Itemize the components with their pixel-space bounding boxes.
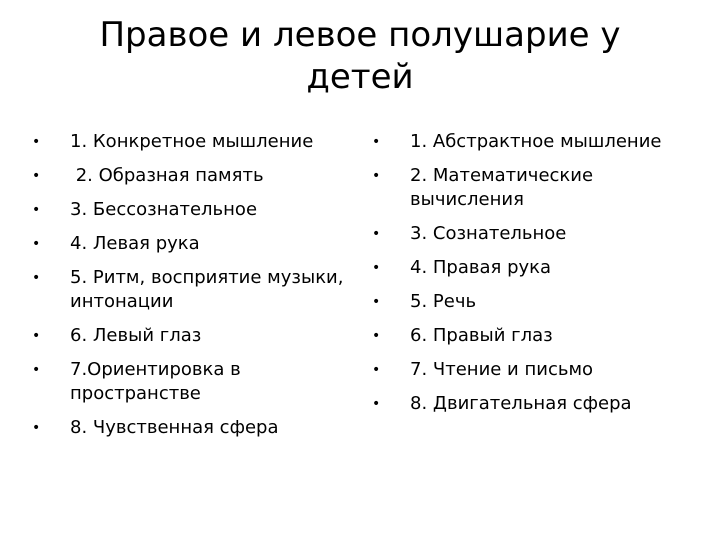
list-item (368, 130, 668, 154)
bullet-icon: • (372, 260, 381, 276)
list-item-text: 2. Математические вычисления (410, 165, 594, 210)
list-item (368, 392, 668, 416)
list-item (28, 266, 346, 314)
list-item (28, 358, 346, 406)
list-item-text: 1. Конкретное мышление (70, 131, 314, 152)
list-item-text: 3. Сознательное (410, 223, 567, 244)
list-item-text: 2. Образная память (70, 165, 264, 186)
list-item-text: 7. Чтение и письмо (410, 359, 594, 380)
bullet-icon: • (32, 168, 41, 184)
list-item (28, 416, 346, 440)
list-item (28, 232, 346, 256)
bullet-icon: • (372, 328, 381, 344)
bullet-icon: • (32, 202, 41, 218)
right-hemisphere-list (368, 130, 668, 426)
list-item-text: 7.Ориентировка в пространстве (70, 359, 241, 404)
list-item (368, 358, 668, 382)
list-item (368, 222, 668, 246)
list-item (28, 130, 346, 154)
list-item-text: 3. Бессознательное (70, 199, 258, 220)
list-item-text: 5. Ритм, восприятие музыки, интонации (70, 267, 344, 312)
page-title: Правое и левое полушарие у детей (99, 15, 621, 97)
list-item-text: 4. Правая рука (410, 257, 552, 278)
bullet-icon: • (32, 420, 41, 436)
list-item-text: 6. Левый глаз (70, 325, 202, 346)
list-item-text: 6. Правый глаз (410, 325, 553, 346)
bullet-icon: • (32, 134, 41, 150)
bullet-icon: • (372, 226, 381, 242)
list-item (28, 164, 346, 188)
list-item-text: 4. Левая рука (70, 233, 200, 254)
bullet-icon: • (372, 362, 381, 378)
bullet-icon: • (32, 236, 41, 252)
left-hemisphere-list (28, 130, 346, 450)
list-item-text: 1. Абстрактное мышление (410, 131, 662, 152)
list-item (368, 290, 668, 314)
bullet-icon: • (372, 134, 381, 150)
list-item (368, 256, 668, 280)
bullet-icon: • (372, 294, 381, 310)
list-item (28, 324, 346, 348)
bullet-icon: • (32, 328, 41, 344)
bullet-icon: • (372, 396, 381, 412)
list-item (368, 324, 668, 348)
list-item (28, 198, 346, 222)
bullet-icon: • (32, 270, 41, 286)
bullet-icon: • (32, 362, 41, 378)
list-item-text: 8. Двигательная сфера (410, 393, 632, 414)
list-item-text: 8. Чувственная сфера (70, 417, 279, 438)
list-item-text: 5. Речь (410, 291, 477, 312)
bullet-icon: • (372, 168, 381, 184)
list-item (368, 164, 668, 212)
